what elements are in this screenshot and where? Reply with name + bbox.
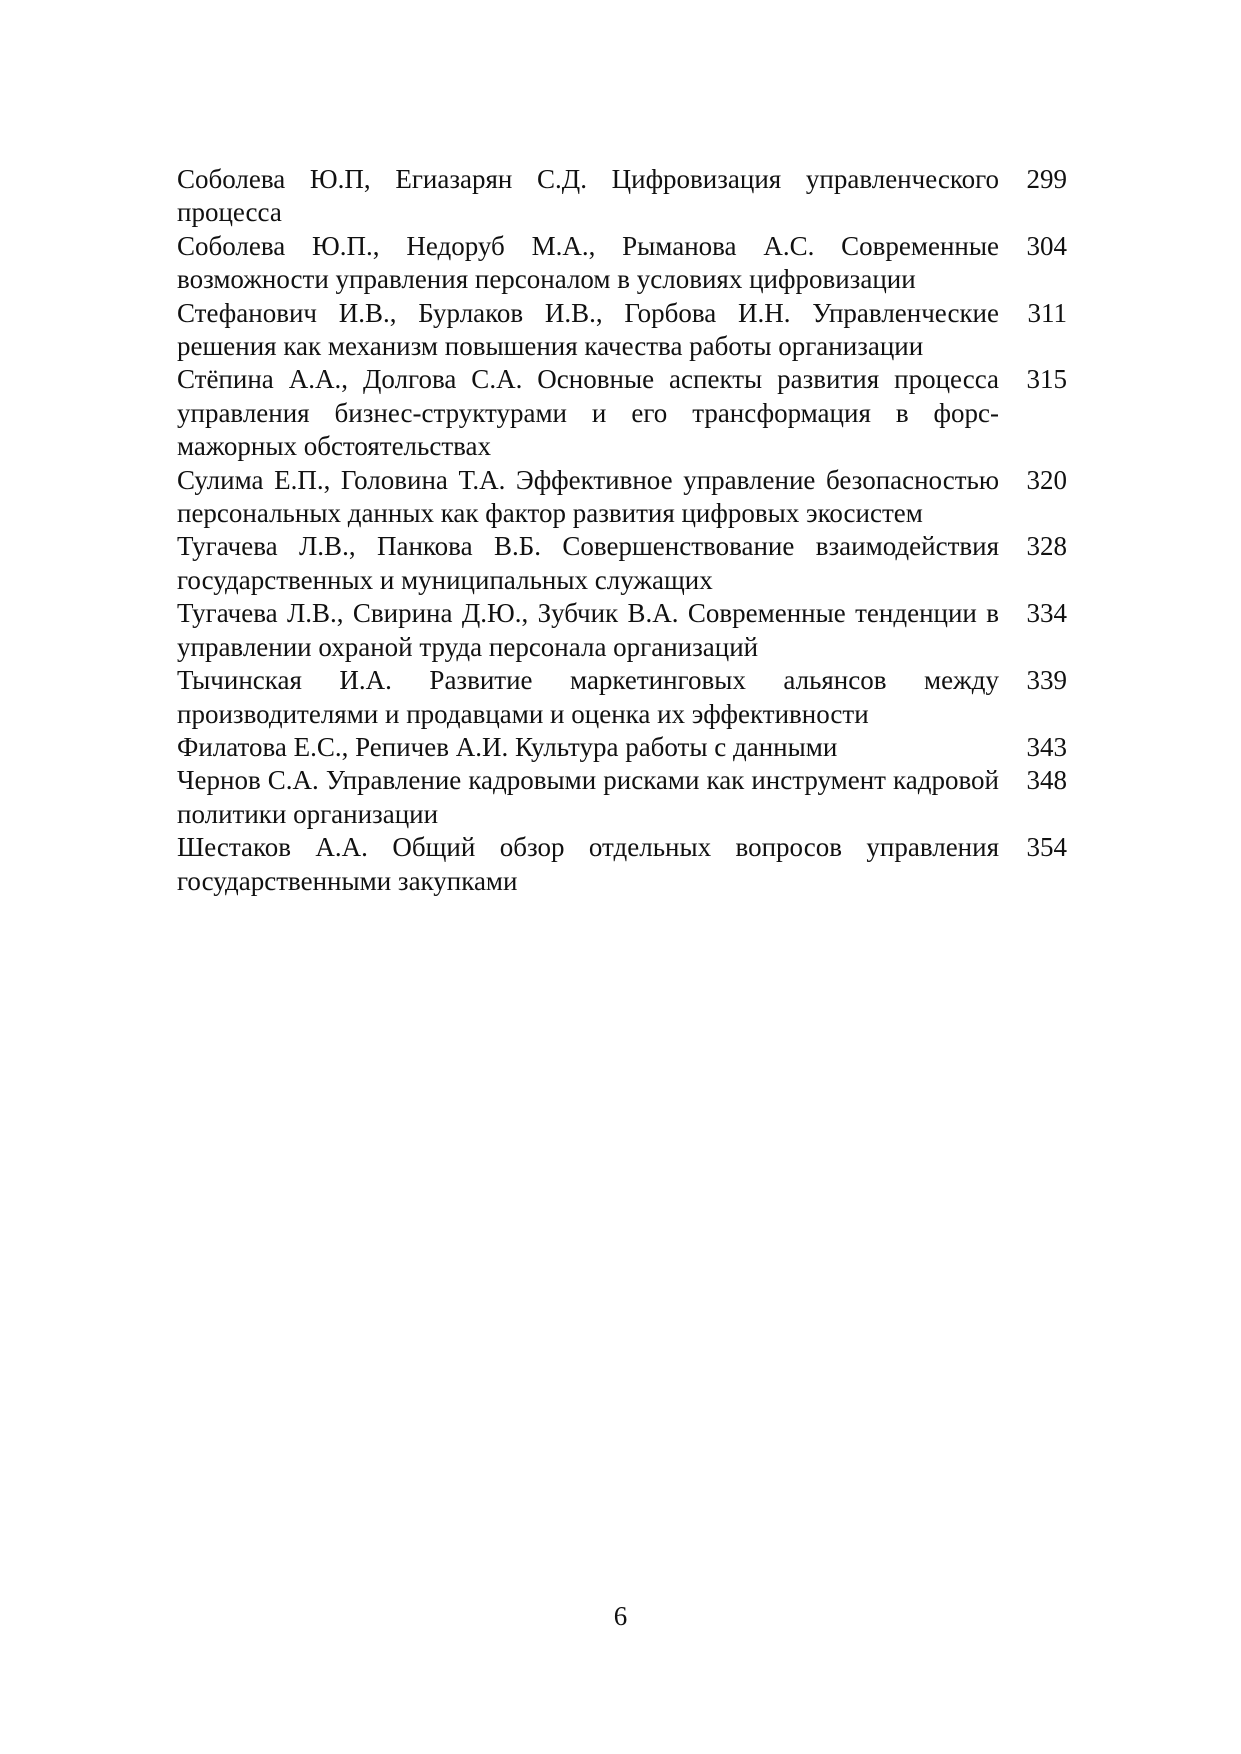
toc-entry (177, 363, 1067, 463)
page-number: 6 (613, 1601, 628, 1631)
toc-entry-title: Сулима Е.П., Головина Т.А. Эффективное управление безопасностью персональных данных как фактор развития цифровых экосистем (177, 464, 999, 529)
toc-entry (177, 464, 1067, 531)
toc-entry (177, 530, 1067, 597)
toc-entry-title: Шестаков А.А. Общий обзор отдельных вопросов управления государственными закупками (177, 832, 999, 896)
toc-entry-title: Тугачева Л.В., Свирина Д.Ю., Зубчик В.А. Современные тенденции в управлении охраной труда персонала организаций (177, 598, 999, 662)
toc-entry-page: 354 (1026, 832, 1067, 863)
toc-entry (177, 764, 1067, 831)
toc-entry-title: Чернов С.А. Управление кадровыми рисками как инструмент кадровой политики организации (177, 765, 999, 829)
toc-entry (177, 297, 1067, 364)
toc-entry-page: 320 (1026, 464, 1067, 495)
toc-entry-page: 343 (1026, 731, 1067, 762)
toc-entry (177, 664, 1067, 731)
toc-entry-title: Тугачева Л.В., Панкова В.Б. Совершенствование взаимодействия государственных и муниципальных служащих (177, 531, 999, 595)
toc-entry-page: 334 (1026, 598, 1067, 629)
toc-entry (177, 597, 1067, 664)
table-of-contents (177, 163, 1067, 898)
toc-entry (177, 731, 1067, 764)
toc-entry-page: 315 (1026, 364, 1067, 395)
toc-entry-page: 311 (1027, 297, 1067, 328)
toc-entry-page: 328 (1026, 531, 1067, 562)
toc-entry-title: Стефанович И.В., Бурлаков И.В., Горбова И.Н. Управленческие решения как механизм повышения качества работы организации (177, 297, 999, 362)
toc-entry-title: Тычинская И.А. Развитие маркетинговых альянсов между производителями и продавцами и оценка их эффективности (177, 665, 999, 729)
toc-entry-page: 348 (1026, 765, 1067, 796)
toc-entry-title: Соболева Ю.П., Недоруб М.А., Рыманова А.С. Современные возможности управления персоналом в условиях цифровизации (177, 230, 999, 295)
toc-entry-title: Соболева Ю.П, Егиазарян С.Д. Цифровизация управленческого процесса (177, 164, 999, 228)
toc-entry (177, 230, 1067, 297)
toc-entry-title: Стёпина А.А., Долгова С.А. Основные аспекты развития процесса управления бизнес-структурами и его трансформация в форс-мажорных обстоятельствах (177, 364, 999, 462)
toc-entry (177, 831, 1067, 898)
toc-entry (177, 163, 1067, 230)
toc-entry-page: 339 (1026, 665, 1067, 696)
toc-entry-title: Филатова Е.С., Репичев А.И. Культура работы с данными (177, 731, 838, 762)
toc-entry-page: 299 (1026, 164, 1067, 194)
toc-entry-page: 304 (1026, 230, 1067, 261)
